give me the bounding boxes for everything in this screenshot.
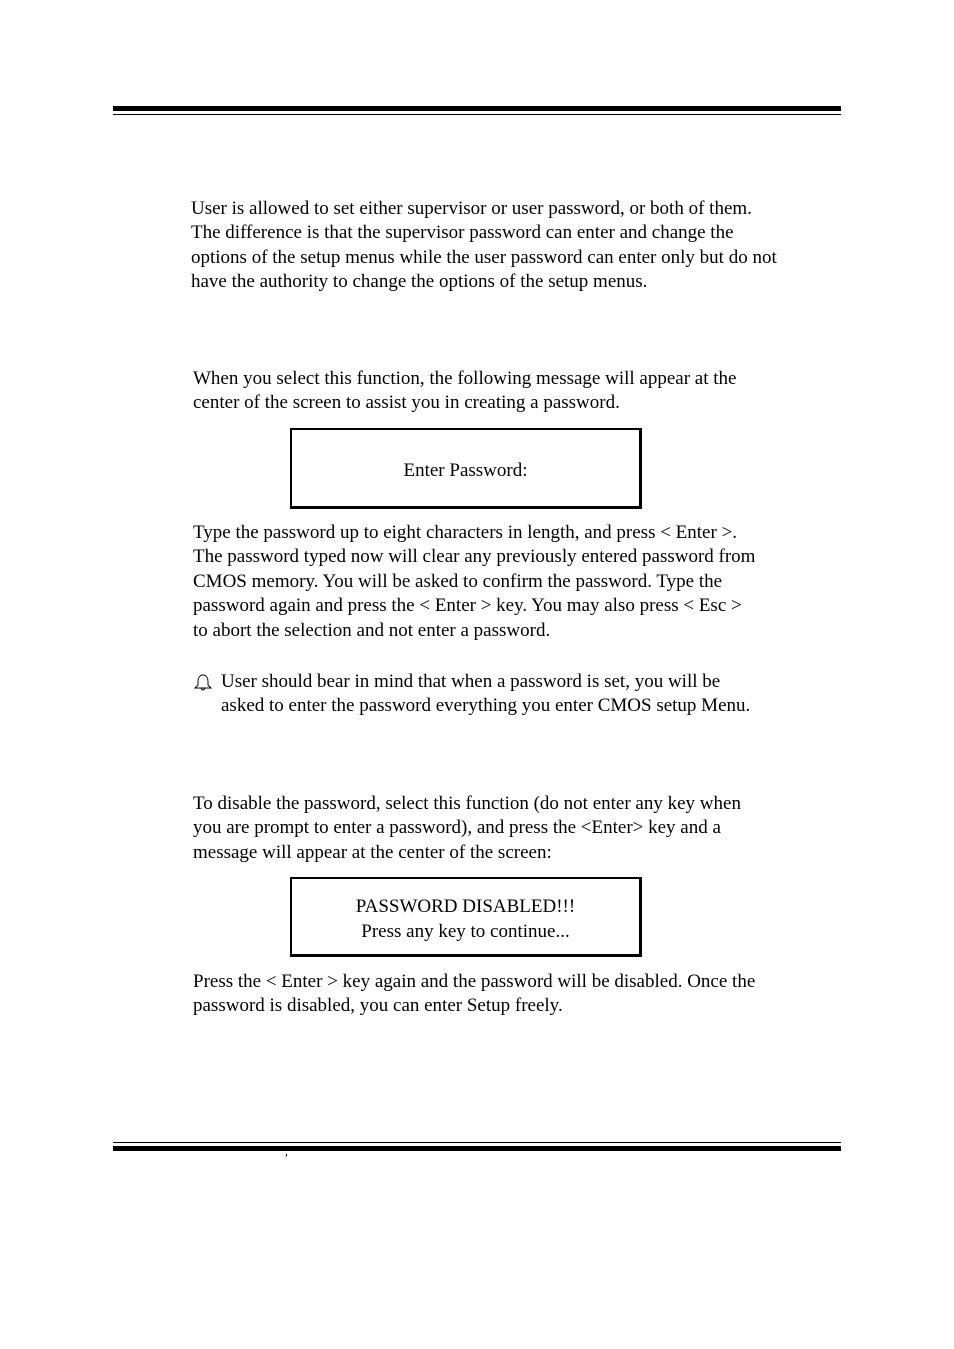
- password-disabled-title: PASSWORD DISABLED!!!: [355, 896, 576, 917]
- select-function-paragraph: When you select this function, the following message will appear at the center of the screen to assist you in creating a password.: [193, 368, 737, 414]
- disable-password-paragraph: To disable the password, select this function (do not enter any key when you are prompt to enter a password), and press the <Enter> key and a message will appear at the center of the screen:: [193, 793, 741, 863]
- footer-rule-thin: [113, 1142, 841, 1143]
- password-disabled-box: [290, 877, 642, 957]
- bell-icon: [193, 673, 213, 693]
- press-any-key-text: Press any key to continue...: [361, 921, 570, 942]
- press-enter-paragraph: Press the < Enter > key again and the password will be disabled. Once the password is disabled, you can enter Setup freely.: [193, 971, 756, 1017]
- header-rule-thin: [113, 114, 841, 115]
- intro-paragraph: User is allowed to set either supervisor or user password, or both of them. The difference is that the supervisor password can enter and change the options of the setup menus while the user password can enter only but do not have the authority to change the options of the setup menus.: [191, 198, 777, 293]
- type-password-paragraph: Type the password up to eight characters in length, and press < Enter >. The password typed now will clear any previously entered password from CMOS memory. You will be asked to confirm the password. Type the password again and press the < Enter > key. You may also press < Esc > to abort the selection and not enter a password.: [193, 522, 756, 641]
- footer-rule-thick: [113, 1146, 841, 1151]
- enter-password-box: [290, 428, 642, 509]
- enter-password-label: Enter Password:: [403, 460, 528, 481]
- note-text: User should bear in mind that when a password is set, you will be asked to enter the password everything you enter CMOS setup Menu.: [221, 671, 751, 717]
- header-rule-thick: [113, 106, 841, 111]
- footer-mark: ′: [285, 1152, 289, 1167]
